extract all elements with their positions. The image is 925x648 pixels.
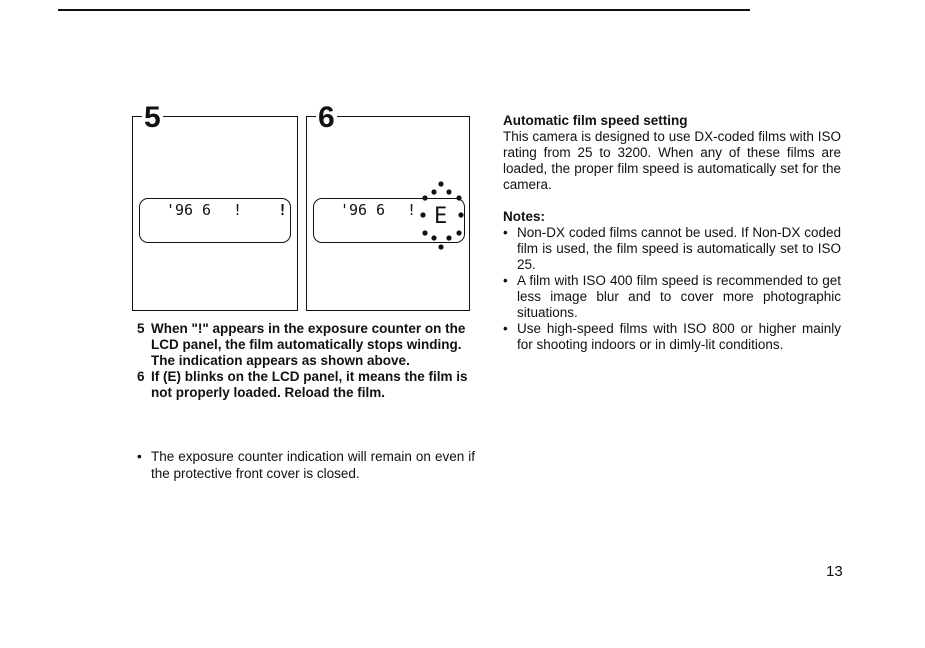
caption-number: 6: [137, 369, 145, 384]
blink-symbol: E: [434, 204, 448, 229]
figure-captions: [137, 321, 477, 401]
lcd-exposure-mark: !: [407, 201, 417, 219]
bullet-icon: •: [503, 273, 508, 288]
figure-5: [132, 116, 298, 311]
lcd-counter-digits: '96: [166, 201, 194, 219]
list-item: [137, 448, 475, 482]
top-rule: [58, 9, 750, 11]
caption-number: 5: [137, 321, 145, 336]
caption-5: [137, 321, 477, 369]
lcd-end-mark: !: [278, 201, 288, 219]
note-text: Use high-speed films with ISO 800 or higher mainly for shooting indoors or in dimly-lit conditions.: [517, 321, 841, 352]
lcd-counter-digits: '96: [340, 201, 368, 219]
left-note: [137, 448, 475, 482]
section-paragraph: This camera is designed to use DX-coded films with ISO rating from 25 to 3200. When any of these films are loaded, the proper film speed is automatically set for the camera.: [503, 129, 841, 192]
caption-6: [137, 369, 477, 401]
note-text: A film with ISO 400 film speed is recommended to get less image blur and to cover more photographic situations.: [517, 273, 841, 320]
notes-heading: Notes:: [503, 209, 546, 224]
figure-number-5: 5: [144, 101, 161, 134]
lcd-middle-digit: 6: [202, 201, 212, 219]
bullet-icon: •: [503, 225, 508, 240]
bullet-icon: •: [503, 321, 508, 336]
page-number: 13: [826, 563, 843, 580]
lcd-panel-5: [139, 198, 291, 243]
list-item: [503, 225, 841, 273]
figure-number-6: 6: [318, 101, 335, 134]
caption-text: When "!" appears in the exposure counter on the LCD panel, the film automatically stops winding. The indication appears as shown above.: [151, 321, 466, 368]
caption-text: If (E) blinks on the LCD panel, it means the film is not properly loaded. Reload the film.: [151, 369, 468, 400]
lcd-middle-digit: 6: [376, 201, 386, 219]
list-item: [503, 321, 841, 353]
bullet-icon: •: [137, 449, 142, 464]
note-text: The exposure counter indication will remain on even if the protective front cover is closed.: [151, 449, 475, 481]
note-text: Non-DX coded films cannot be used. If Non-DX coded film is used, the film speed is automatically set to ISO 25.: [517, 225, 841, 272]
section-heading: Automatic film speed setting: [503, 113, 688, 128]
right-column: [503, 113, 841, 353]
blinking-e-icon: [411, 177, 471, 257]
figure-6: [306, 116, 470, 311]
list-item: [503, 273, 841, 321]
lcd-exposure-mark: !: [233, 201, 243, 219]
